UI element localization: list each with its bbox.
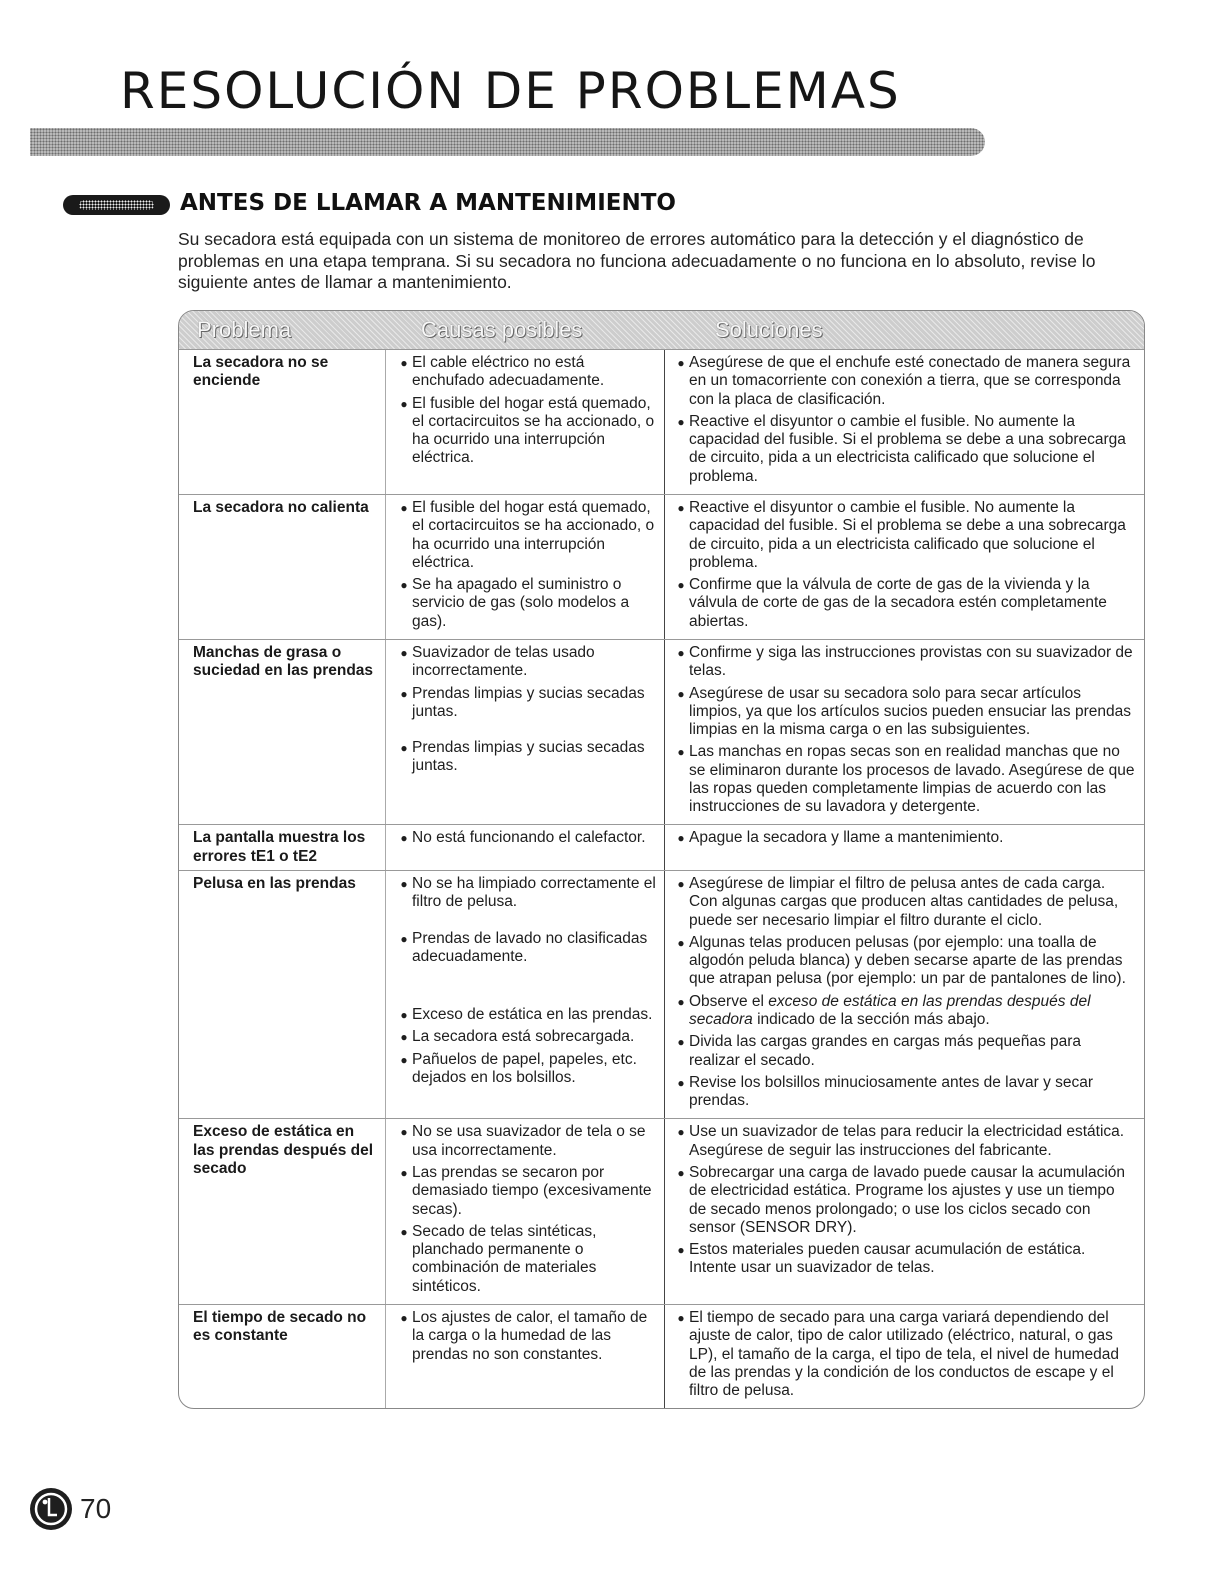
cause-item: ● El cable eléctrico no está enchufado adecuadamente. bbox=[396, 354, 658, 391]
bullet-icon: ● bbox=[400, 500, 408, 515]
page-title: RESOLUCIÓN DE PROBLEMAS bbox=[120, 62, 901, 120]
bullet-icon: ● bbox=[677, 831, 685, 846]
solution-item: ● Asegúrese de limpiar el filtro de pelusa antes de cada carga. Con algunas cargas que producen altas cantidades de pelusa, puede ser necesario limpiar el filtro durante el ciclo. bbox=[673, 875, 1136, 930]
causes-cell bbox=[385, 871, 665, 1118]
table-header bbox=[179, 311, 1144, 349]
intro-paragraph: Su secadora está equipada con un sistema de monitoreo de errores automático para la detección y el diagnóstico de problemas en una etapa temprana. Si su secadora no funciona adecuadamente o no funciona en lo absoluto, revise lo siguiente antes de llamar a mantenimiento. bbox=[178, 229, 1096, 293]
solution-item: ● Reactive el disyuntor o cambie el fusible. No aumente la capacidad del fusible. Si el problema se debe a una sobrecarga de circuito, pida a un electricista calificado que solucione el problema. bbox=[673, 413, 1136, 486]
bullet-icon: ● bbox=[400, 931, 408, 946]
page-number: 70 bbox=[80, 1493, 112, 1524]
solution-item: ● Use un suavizador de telas para reducir la electricidad estática. Asegúrese de seguir las instrucciones del fabricante. bbox=[673, 1123, 1136, 1160]
cause-item: ● Los ajustes de calor, el tamaño de la carga o la humedad de las prendas no son constantes. bbox=[396, 1309, 658, 1364]
bullet-icon: ● bbox=[677, 935, 685, 950]
solution-item: ● Revise los bolsillos minuciosamente antes de lavar y secar prendas. bbox=[673, 1074, 1136, 1111]
solution-item: ● Algunas telas producen pelusas (por ejemplo: una toalla de algodón peluda blanca) y deben secarse aparte de las prendas que atrapan pelusa (por ejemplo: un par de pantalones de lino). bbox=[673, 934, 1136, 989]
bullet-icon: ● bbox=[677, 686, 685, 701]
table-row bbox=[179, 349, 1144, 494]
cause-item: ● Secado de telas sintéticas, planchado permanente o combinación de materiales sintéticos. bbox=[396, 1223, 658, 1296]
bullet-icon: ● bbox=[400, 645, 408, 660]
causes-cell bbox=[385, 495, 665, 639]
problem-cell: La secadora no se enciende bbox=[193, 354, 329, 390]
bullet-icon: ● bbox=[400, 877, 408, 892]
solutions-cell bbox=[665, 495, 1144, 639]
header-problema: Problema bbox=[197, 317, 292, 342]
bullet-icon: ● bbox=[400, 1052, 408, 1067]
solution-item: ● Sobrecargar una carga de lavado puede causar la acumulación de electricidad estática. Programe los ajustes y use un tiempo de secado menos prolongado; o use los ciclos secado con sensor (SENSOR DRY). bbox=[673, 1164, 1136, 1237]
solution-item: ● Confirme y siga las instrucciones provistas con su suavizador de telas. bbox=[673, 644, 1136, 681]
bullet-icon: ● bbox=[400, 831, 408, 846]
bullet-icon: ● bbox=[677, 500, 685, 515]
bullet-icon: ● bbox=[400, 578, 408, 593]
cause-item: ● Prendas limpias y sucias secadas juntas. bbox=[396, 685, 658, 722]
cause-item: ● No está funcionando el calefactor. bbox=[396, 829, 658, 847]
solutions-cell bbox=[665, 640, 1144, 825]
cause-item: ● Pañuelos de papel, papeles, etc. dejados en los bolsillos. bbox=[396, 1051, 658, 1088]
bullet-icon: ● bbox=[677, 356, 685, 370]
table-row bbox=[179, 1118, 1144, 1304]
table-row bbox=[179, 639, 1144, 825]
solution-item: ● Asegúrese de usar su secadora solo para secar artículos limpios, ya que los artículos sucios pueden ensuciar las prendas limpias en la misma carga o en las subsiguientes. bbox=[673, 685, 1136, 740]
bullet-icon: ● bbox=[400, 1224, 408, 1239]
solution-item: ● Apague la secadora y llame a mantenimiento. bbox=[673, 829, 1136, 847]
solution-item: ● Asegúrese de que el enchufe esté conectado de manera segura en un tomacorriente con conexión a tierra, que se corresponda con la placa de clasificación. bbox=[673, 354, 1136, 409]
header-soluciones: Soluciones bbox=[715, 317, 823, 342]
cause-item: ● El fusible del hogar está quemado, el cortacircuitos se ha accionado, o ha ocurrido una interrupción eléctrica. bbox=[396, 499, 658, 572]
solution-item: ● Divida las cargas grandes en cargas más pequeñas para realizar el secado. bbox=[673, 1033, 1136, 1070]
cause-item: ● Las prendas se secaron por demasiado tiempo (excesivamente secas). bbox=[396, 1164, 658, 1219]
problem-cell: Pelusa en las prendas bbox=[193, 875, 356, 893]
bullet-icon: ● bbox=[677, 994, 685, 1009]
italic-reference: exceso de estática en las prendas después del secadora bbox=[689, 992, 1091, 1028]
problem-cell: La secadora no calienta bbox=[193, 498, 369, 516]
table-row bbox=[179, 494, 1144, 639]
causes-cell bbox=[385, 1119, 665, 1304]
bullet-icon: ● bbox=[677, 1125, 685, 1140]
bullet-icon: ● bbox=[400, 686, 408, 701]
causes-cell bbox=[385, 640, 665, 825]
troubleshooting-table bbox=[178, 310, 1145, 1409]
cause-item: ● No se ha limpiado correctamente el filtro de pelusa. bbox=[396, 875, 658, 912]
causes-cell bbox=[385, 825, 665, 870]
cause-item: ● Prendas limpias y sucias secadas juntas. bbox=[396, 739, 658, 776]
causes-cell bbox=[385, 1305, 665, 1408]
bullet-icon: ● bbox=[400, 1008, 408, 1023]
solution-item: ● Confirme que la válvula de corte de gas de la vivienda y la válvula de corte de gas de la secadora estén completamente abiertas. bbox=[673, 576, 1136, 631]
bullet-icon: ● bbox=[400, 1310, 408, 1325]
section-pill-icon bbox=[63, 195, 170, 215]
cause-item: ● Prendas de lavado no clasificadas adecuadamente. bbox=[396, 930, 658, 967]
bullet-icon: ● bbox=[400, 396, 408, 411]
bullet-icon: ● bbox=[677, 1243, 685, 1258]
bullet-icon: ● bbox=[400, 1125, 408, 1140]
cause-item: ● Se ha apagado el suministro o servicio de gas (solo modelos a gas). bbox=[396, 576, 658, 631]
problem-cell: El tiempo de secado no es constante bbox=[193, 1308, 367, 1345]
cause-item: ● Suavizador de telas usado incorrectamente. bbox=[396, 644, 658, 681]
causes-cell bbox=[385, 350, 665, 494]
bullet-icon: ● bbox=[400, 356, 408, 370]
solutions-cell bbox=[665, 1119, 1144, 1304]
lg-logo-icon bbox=[30, 1488, 72, 1530]
cause-item: ● Exceso de estática en las prendas. bbox=[396, 1006, 658, 1024]
cause-item: ● El fusible del hogar está quemado, el cortacircuitos se ha accionado, o ha ocurrido una interrupción eléctrica. bbox=[396, 395, 658, 468]
bullet-icon: ● bbox=[400, 741, 408, 756]
solution-item: ● Observe el exceso de estática en las prendas después del secadora indicado de la sección más abajo. bbox=[673, 993, 1136, 1030]
cause-item: ● No se usa suavizador de tela o se usa incorrectamente. bbox=[396, 1123, 658, 1160]
problem-cell: Exceso de estática en las prendas después del secado bbox=[193, 1123, 374, 1177]
problem-cell: Manchas de grasa o suciedad en las prendas bbox=[193, 643, 374, 680]
solution-item: ● Reactive el disyuntor o cambie el fusible. No aumente la capacidad del fusible. Si el problema se debe a una sobrecarga de circuito, pida a un electricista calificado que solucione el problema. bbox=[673, 499, 1136, 572]
header-causas: Causas posibles bbox=[421, 317, 583, 342]
solution-item: ● El tiempo de secado para una carga variará dependiendo del ajuste de calor, tipo de calor utilizado (eléctrico, natural, o gas LP), el tamaño de la carga, el tipo de tela, el nivel de humedad de las prendas y la condición de los conductos de escape y el filtro de pelusa. bbox=[673, 1309, 1136, 1400]
cause-item: ● La secadora está sobrecargada. bbox=[396, 1028, 658, 1046]
solutions-cell bbox=[665, 871, 1144, 1118]
bullet-icon: ● bbox=[677, 414, 685, 429]
bullet-icon: ● bbox=[677, 1165, 685, 1180]
bullet-icon: ● bbox=[677, 1075, 685, 1090]
solutions-cell bbox=[665, 1305, 1144, 1408]
table-row bbox=[179, 870, 1144, 1118]
bullet-icon: ● bbox=[677, 1310, 685, 1325]
bullet-icon: ● bbox=[677, 1035, 685, 1050]
bullet-icon: ● bbox=[400, 1030, 408, 1045]
bullet-icon: ● bbox=[677, 745, 685, 760]
solutions-cell bbox=[665, 825, 1144, 870]
bullet-icon: ● bbox=[677, 645, 685, 660]
bullet-icon: ● bbox=[677, 877, 685, 892]
section-heading: ANTES DE LLAMAR A MANTENIMIENTO bbox=[180, 190, 676, 216]
solution-item: ● Las manchas en ropas secas son en realidad manchas que no se eliminaron durante los procesos de lavado. Asegúrese de que las ropas queden completamente limpias de acuerdo con las instrucciones de su lavadora y detergente. bbox=[673, 743, 1136, 816]
title-underline-bar bbox=[30, 128, 985, 156]
page-footer bbox=[30, 1488, 111, 1530]
bullet-icon: ● bbox=[677, 578, 685, 593]
solutions-cell bbox=[665, 350, 1144, 494]
bullet-icon: ● bbox=[400, 1165, 408, 1180]
solution-item: ● Estos materiales pueden causar acumulación de estática. Intente usar un suavizador de telas. bbox=[673, 1241, 1136, 1278]
table-row bbox=[179, 1304, 1144, 1408]
problem-cell: La pantalla muestra los errores tE1 o tE2 bbox=[193, 829, 366, 865]
table-row bbox=[179, 824, 1144, 870]
